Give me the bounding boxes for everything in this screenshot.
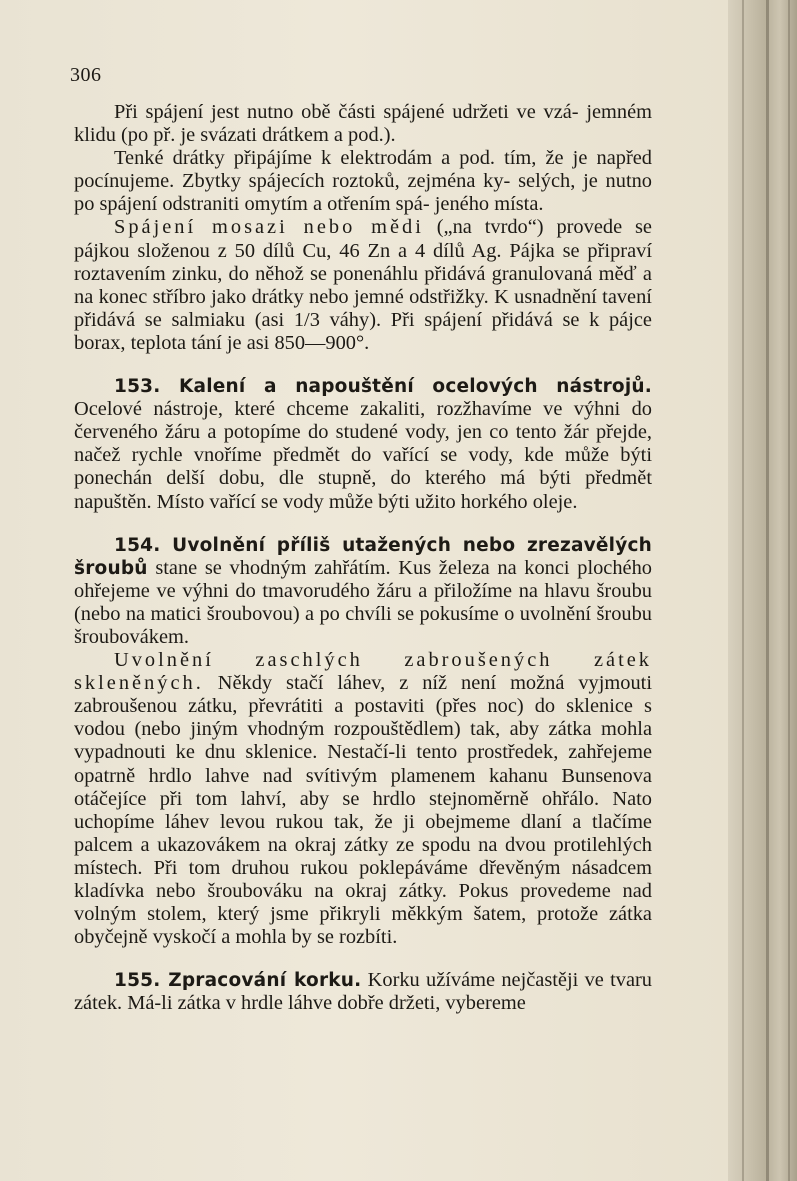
text-line: jemném klidu (po př. je svázati drátkem a pod.). bbox=[74, 101, 652, 147]
text-line: Tenké drátky připájíme k elektrodám a pod. tím, že je bbox=[114, 147, 588, 170]
text-line: Ocelové bbox=[74, 398, 142, 421]
section-heading: 155. Zpracování korku. bbox=[114, 970, 362, 992]
text-line: jeného místa. bbox=[434, 193, 544, 216]
text-line: ohřejeme ve výhni do tmavorudého žáru a přiložíme na hlavu bbox=[74, 579, 590, 602]
section-heading: 154. Uvolnění příliš utažených nebo zrezavělých šroubů bbox=[74, 534, 652, 579]
text-line: mohla by se rozbíti. bbox=[235, 926, 398, 949]
text-line: jsme přikryli měkkým šatem, protože zátka obyčejně vyskočí a bbox=[74, 903, 652, 949]
text-line: má býti předmět napuštěn. Místo vařící se vody může býti bbox=[74, 467, 652, 513]
paragraph-glass-stoppers bbox=[74, 649, 652, 949]
text-line: tvaru zátek. Má-li zátka v hrdle láhve dobře držeti, vybereme bbox=[74, 969, 652, 1015]
text-line: užito horkého oleje. bbox=[414, 490, 578, 513]
paragraph-soldering-intro bbox=[74, 101, 652, 216]
text-line: („na tvrdo“) provede bbox=[423, 216, 623, 239]
text-line: dlaní a tlačíme palcem a ukazovákem na okraj zátky ze bbox=[74, 810, 652, 856]
text-line: Při spájení jest nutno obě části spájené udržeti ve vzá- bbox=[114, 101, 579, 123]
text-line: šroubu (nebo na matici šroubovou) a po chvíli se pokusíme bbox=[74, 579, 652, 625]
text-line: červeného žáru a potopíme do studené vody, jen co tento žár bbox=[74, 421, 589, 444]
paragraph-brass-soldering bbox=[74, 216, 652, 355]
text-line: stane se vhodným zahřátím. Kus železa na konci plochého bbox=[155, 556, 652, 579]
text-line: přejde, načež rychle vnoříme předmět do vařící se vody, bbox=[74, 421, 652, 467]
text-line: kde může býti ponechán delší dobu, dle stupně, do kterého bbox=[74, 444, 652, 490]
text-line: o uvolnění šroubu šroubovákem. bbox=[74, 602, 652, 648]
page-number: 306 bbox=[70, 64, 102, 86]
section-154 bbox=[74, 534, 652, 649]
text-line: granulovaná měď a na konec stříbro jako drátky nebo jemné bbox=[74, 262, 652, 308]
text-line: se připraví roztavením zinku, do něhož se ponenáhlu přidává bbox=[74, 239, 652, 285]
text-line: odstřižky. K usnadnění tavení přidává se salmiaku (asi 1/3 váhy). bbox=[74, 285, 652, 331]
gutter-shadow bbox=[788, 0, 790, 1181]
section-155 bbox=[74, 969, 652, 1015]
book-gutter bbox=[728, 0, 797, 1181]
text-line: nástroje, které chceme zakaliti, rozžhavíme ve výhni do bbox=[153, 398, 652, 421]
text-line: ohřálo. Nato uchopíme láhev levou rukou tak, že ji obejmeme bbox=[74, 787, 652, 833]
section-heading: 153. Kalení a napouštění ocelových nástrojů. bbox=[114, 376, 652, 398]
text-line: Korku užíváme nejčastěji ve bbox=[361, 969, 604, 992]
text-line: napřed pocínujeme. Zbytky spájecích roztoků, zejména ky- bbox=[74, 147, 652, 193]
text-line: na okraj zátky. Pokus provedeme nad volným stolem, který bbox=[74, 880, 652, 926]
text-line: zabroušenou zátku, převrátiti a postaviti (přes noc) do sklenice bbox=[74, 695, 633, 718]
text-line: spodu na dvou protilehlých místech. Při tom druhou rukou bbox=[74, 833, 652, 879]
gutter-shadow bbox=[742, 0, 744, 1181]
text-line: Bunsenova otáčejíce při tom lahví, aby se hrdlo stejnoměrně bbox=[74, 764, 652, 810]
text-line: zahřejeme opatrně hrdlo lahve nad svítivým plamenem kahanu bbox=[74, 741, 652, 787]
text-line: poklepáváme dřevěným násadcem kladívka nebo šroubováku bbox=[74, 856, 652, 902]
text-line: selých, je nutno po spájení odstraniti omytím a otřením spá- bbox=[74, 170, 652, 216]
spaced-lead: Spájení mosazi nebo mědi bbox=[114, 216, 424, 239]
section-153 bbox=[74, 375, 652, 514]
text-line: s vodou (nebo jiným vhodným rozpouštědlem) tak, aby zátka bbox=[74, 695, 652, 741]
text-line: Někdy stačí láhev, z níž není možná vyjmouti bbox=[203, 672, 652, 695]
text-line: Při spájení přidává se k pájce borax, teplota tání je asi 850—900°. bbox=[74, 308, 652, 354]
spaced-lead: Uvolnění zaschlých zabroušených zátek skleněných. bbox=[74, 649, 652, 695]
gutter-shadow bbox=[766, 0, 769, 1181]
text-line: se pájkou složenou z 50 dílů Cu, 46 Zn a 4 dílů Ag. Pájka bbox=[74, 216, 652, 262]
text-line: mohla vypadnouti ke dnu sklenice. Nestačí-li tento prostředek, bbox=[74, 718, 652, 764]
page-text bbox=[74, 101, 652, 1015]
